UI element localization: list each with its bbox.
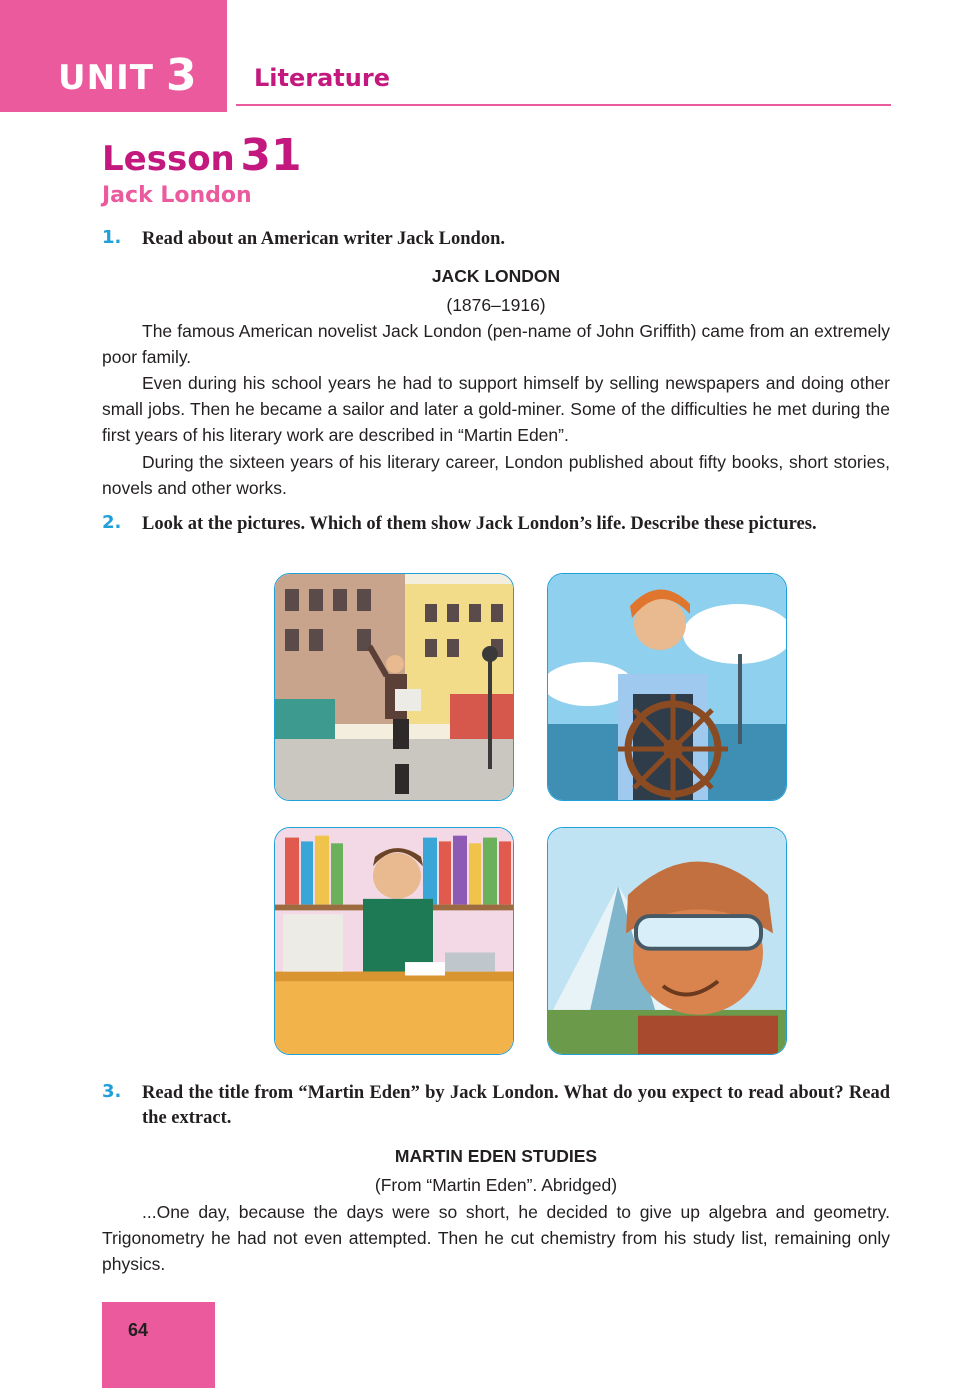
text-paragraph-1: The famous American novelist Jack London (pen-name of John Griffith) came from an extremely poor family. (102, 321, 890, 367)
picture-writer-at-desk (274, 827, 514, 1055)
picture-gold-miner (547, 827, 787, 1055)
task-3-number: 3. (102, 1081, 122, 1102)
extract-source: (From “Martin Eden”. Abridged) (374, 1175, 618, 1195)
picture-newspaper-boy (274, 573, 514, 801)
task-2 (102, 512, 890, 564)
task-3 (102, 1081, 890, 1133)
lesson-subtitle: Jack London (102, 183, 252, 208)
unit-title: Literature (254, 64, 390, 92)
picture-sailor-at-wheel (547, 573, 787, 801)
unit-banner (0, 0, 227, 112)
lesson-number: 31 (240, 130, 302, 181)
lesson-title (102, 130, 302, 181)
text-heading-jack-london: JACK LONDON (431, 266, 561, 286)
extract-heading: MARTIN EDEN STUDIES (394, 1146, 598, 1166)
unit-label: UNIT (58, 58, 154, 98)
lesson-word: Lesson (102, 139, 235, 179)
task-1-number: 1. (102, 227, 122, 248)
header-divider (236, 104, 891, 106)
task-1 (102, 227, 890, 253)
task-2-number: 2. (102, 512, 122, 533)
extract-paragraph: ...One day, because the days were so short, he decided to give up algebra and geometry. Trigonometry he had not even attempted. Then he cut chemistry from his study list, remaining only physics. (102, 1202, 890, 1274)
task-3-instruction: Read the title from “Martin Eden” by Jack London. What do you expect to read about? Read the extract. (142, 1083, 890, 1128)
page-number-box (102, 1302, 215, 1388)
task-2-instruction: Look at the pictures. Which of them show Jack London’s life. Describe these pictures. (142, 514, 817, 534)
unit-number: 3 (166, 50, 197, 101)
task-1-instruction: Read about an American writer Jack London. (142, 229, 505, 249)
text-paragraph-3: During the sixteen years of his literary career, London published about fifty books, short stories, novels and other works. (102, 452, 890, 498)
text-paragraph-2: Even during his school years he had to support himself by selling newspapers and doing other small jobs. Then he became a sailor and later a gold-miner. Some of the difficulties he met during the first years of his literary work are described in “Martin Eden”. (102, 373, 890, 445)
text-dates: (1876–1916) (446, 295, 546, 315)
page-number: 64 (128, 1320, 149, 1340)
